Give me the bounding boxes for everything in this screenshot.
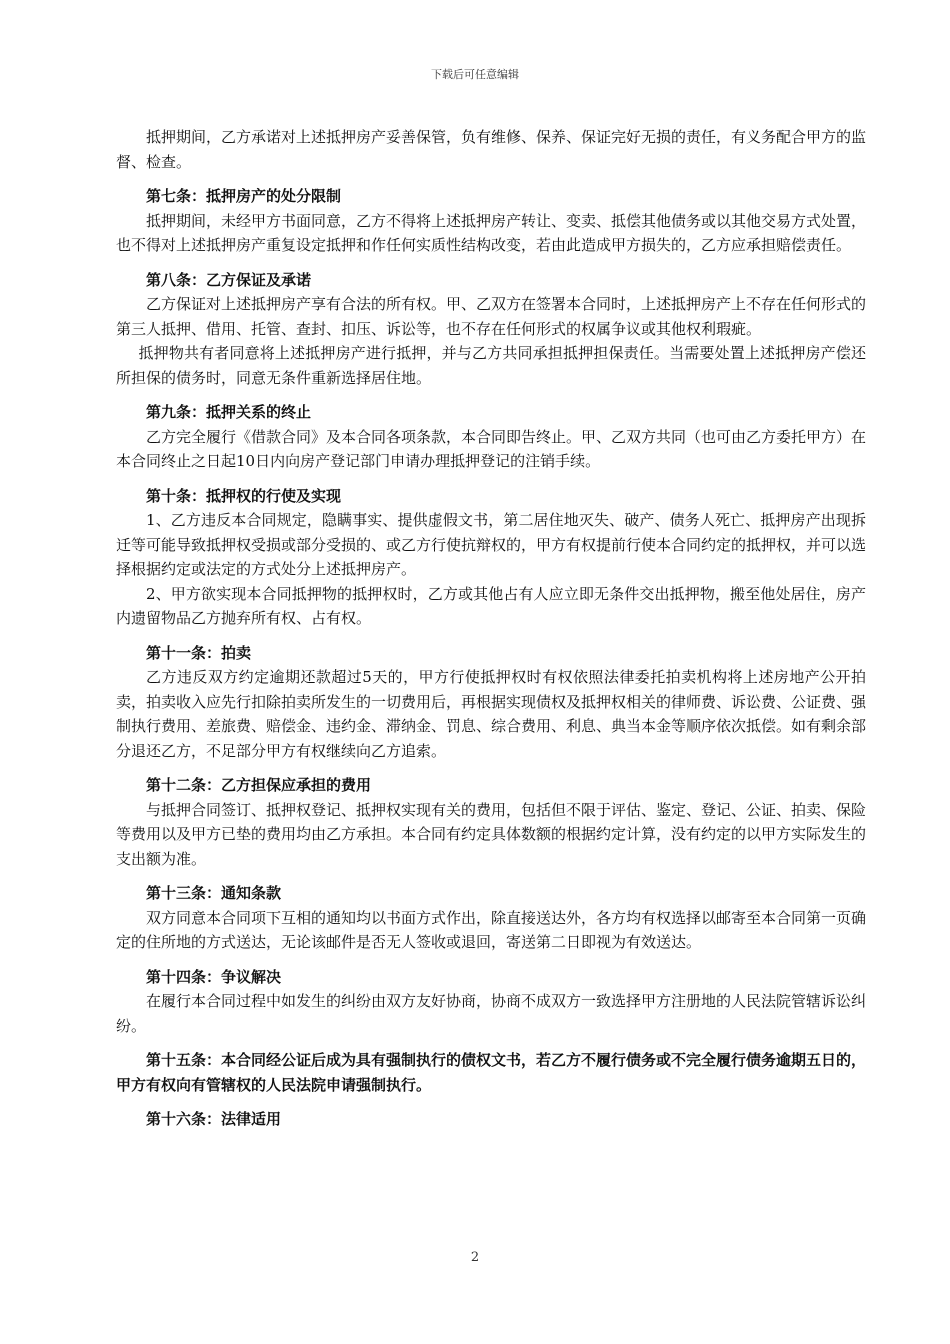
- paragraph-article-9: 乙方完全履行《借款合同》及本合同各项条款，本合同即告终止。甲、乙双方共同（也可由乙方委托甲方）在本合同终止之日起10日内向房产登记部门申请办理抵押登记的注销手续。: [116, 427, 867, 470]
- heading-article-16: 第十六条：法律适用: [146, 1110, 282, 1128]
- paragraph-article-8a: 乙方保证对上述抵押房产享有合法的所有权。甲、乙双方在签署本合同时，上述抵押房产上不存在任何形式的第三人抵押、借用、托管、查封、扣压、诉讼等，也不存在任何形式的权属争议或其他权利瑕疵。: [116, 295, 867, 338]
- paragraph-article-14: 在履行本合同过程中如发生的纠纷由双方友好协商，协商不成双方一致选择甲方注册地的人民法院管辖诉讼纠纷。: [116, 992, 867, 1035]
- paragraph-article-7: 抵押期间，未经甲方书面同意，乙方不得将上述抵押房产转让、变卖、抵偿其他债务或以其他交易方式处置，也不得对上述抵押房产重复设定抵押和作任何实质性结构改变，若由此造成甲方损失的，乙方应承担赔偿责任。: [116, 211, 867, 254]
- paragraph-article-10a: 1、乙方违反本合同规定，隐瞒事实、提供虚假文书，第二居住地灭失、破产、债务人死亡、抵押房产出现拆迁等可能导致抵押权受损或部分受损的、或乙方行使抗辩权的，甲方有权提前行使本合同约定的抵押权，并可以选择根据约定或法定的方式处分上述抵押房产。: [116, 511, 867, 578]
- heading-article-9: 第九条：抵押关系的终止: [146, 403, 312, 421]
- heading-article-14: 第十四条：争议解决: [146, 967, 282, 986]
- paragraph-article-8b: 抵押物共有者同意将上述抵押房产进行抵押，并与乙方共同承担抵押担保责任。当需要处置上述抵押房产偿还所担保的债务时，同意无条件重新选择居住地。: [116, 344, 866, 387]
- heading-article-12: 第十二条：乙方担保应承担的费用: [146, 776, 372, 794]
- paragraph-article-15: 第十五条：本合同经公证后成为具有强制执行的债权文书，若乙方不履行债务或不完全履行债务逾期五日的，甲方有权向有管辖权的人民法院申请强制执行。: [116, 1051, 867, 1094]
- heading-article-7: 第七条：抵押房产的处分限制: [146, 187, 342, 205]
- page-header: 下载后可任意编辑: [431, 68, 519, 81]
- heading-article-11: 第十一条：拍卖: [146, 643, 252, 662]
- heading-article-10: 第十条：抵押权的行使及实现: [146, 486, 342, 505]
- document-body: [116, 125, 866, 1132]
- paragraph-article-11: 乙方违反双方约定逾期还款超过5天的，甲方行使抵押权时有权依照法律委托拍卖机构将上述房地产公开拍卖，拍卖收入应先行扣除拍卖所发生的一切费用后，再根据实现债权及抵押权相关的律师费、诉讼费、公证费、强制执行费用、差旅费、赔偿金、违约金、滞纳金、罚息、综合费用、利息、典当本金等顺序依次抵偿。如有剩余部分退还乙方，不足部分甲方有权继续向乙方追索。: [116, 668, 867, 760]
- paragraph-article-12: 与抵押合同签订、抵押权登记、抵押权实现有关的费用，包括但不限于评估、鉴定、登记、公证、拍卖、保险等费用以及甲方已垫的费用均由乙方承担。本合同有约定具体数额的根据约定计算，没有约定的以甲方实际发生的支出额为准。: [116, 800, 867, 868]
- paragraph-mortgage-custody: 抵押期间，乙方承诺对上述抵押房产妥善保管，负有维修、保养、保证完好无损的责任，有义务配合甲方的监督、检查。: [116, 128, 867, 171]
- heading-article-13: 第十三条：通知条款: [146, 884, 282, 902]
- heading-article-8: 第八条：乙方保证及承诺: [146, 270, 312, 289]
- paragraph-article-13: 双方同意本合同项下互相的通知均以书面方式作出，除直接送达外，各方均有权选择以邮寄至本合同第一页确定的住所地的方式送达，无论该邮件是否无人签收或退回，寄送第二日即视为有效送达。: [116, 908, 867, 951]
- paragraph-article-10b: 2、甲方欲实现本合同抵押物的抵押权时，乙方或其他占有人应立即无条件交出抵押物，搬至他处居住，房产内遗留物品乙方抛弃所有权、占有权。: [116, 584, 866, 627]
- page-number: 2: [470, 1250, 480, 1265]
